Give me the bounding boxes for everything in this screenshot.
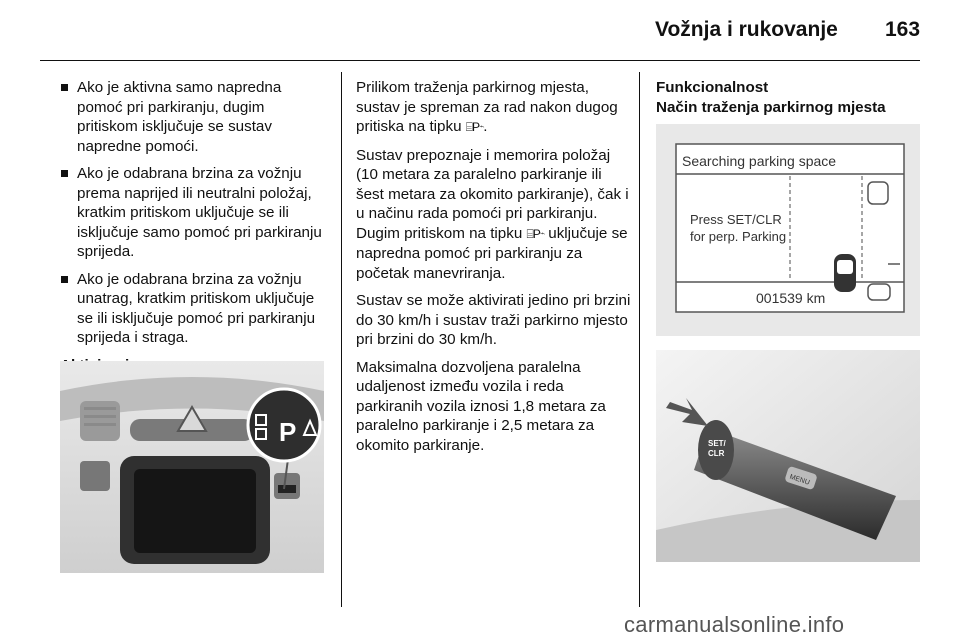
bullet-item: Ako je odabrana brzina za vožnju prema naprijed ili neutralni položaj, kratkim pritiskom uključuje se ili isključuje samo pomoć pri parkiranju sprijeda.: [60, 164, 328, 262]
dashboard-console-figure: [60, 361, 324, 573]
column-divider-1: [341, 72, 342, 607]
paragraph: Maksimalna dozvoljena paralelna udaljenost između vozila i reda parkiranih vozila iznosi 1,8 metara za paralelno parkiranje i 2,5 metara za okomito parkiranje.: [356, 358, 606, 454]
section-heading: Funkcionalnost: [656, 79, 769, 96]
display-prompt-line2: for perp. Parking: [690, 229, 787, 244]
page-number: 163: [885, 18, 921, 41]
header-divider: [40, 60, 920, 61]
set-clr-label-1: SET/: [708, 439, 726, 448]
column-divider-2: [639, 72, 640, 607]
bullet-marker: [61, 276, 68, 283]
display-title: Searching parking space: [682, 153, 837, 169]
steering-column-stalk-figure: [656, 350, 920, 562]
section-subheading: Način traženja parkirnog mjesta: [656, 98, 886, 116]
parking-button-icon: ⌸P⌁: [465, 120, 484, 134]
paragraph: Sustav prepoznaje i memorira položaj (10 metara za paralelno parkiranje ili šest metara za okomito parkiranje), čak i u načinu rada pomoći pri parkiranju. Dugim pritiskom na tipku ⌸P⌁ uključuje se napredna pomoć pri parkiranju za početak manevriranja.: [356, 146, 629, 282]
bullet-item: Ako je odabrana brzina za vožnju unatrag, kratkim pritiskom uključuje se ili isključuje pomoć pri parkiranju sprijeda i straga.: [60, 270, 328, 348]
column-1: [60, 78, 328, 387]
paragraph: Sustav se može aktivirati jedino pri brzini do 30 km/h i sustav traži parkirno mjesto pri brzini do 30 km/h.: [356, 292, 631, 348]
paragraph: Prilikom traženja parkirnog mjesta, sustav je spreman za rad nakon dugog pritiska na tipku ⌸P⌁.: [356, 79, 618, 135]
menu-label: MENU: [788, 473, 811, 487]
watermark: carmanualsonline.info: [624, 612, 845, 637]
display-prompt-line1: Press SET/CLR: [690, 212, 782, 227]
parking-assist-button-label: P: [279, 417, 297, 447]
display-odometer: 001539 km: [756, 290, 826, 306]
set-clr-label-2: CLR: [708, 449, 725, 458]
bullet-marker: [61, 84, 68, 91]
parking-button-icon: ⌸P⌁: [526, 226, 545, 241]
bullet-marker: [61, 170, 68, 177]
column-3: [656, 78, 926, 117]
column-2: [356, 78, 631, 463]
instrument-display-figure: [656, 124, 920, 336]
bullet-item: Ako je aktivna samo napredna pomoć pri parkiranju, dugim pritiskom isključuje se sustav napredne pomoći.: [60, 78, 328, 156]
running-header-title: Vožnja i rukovanje: [655, 18, 838, 41]
